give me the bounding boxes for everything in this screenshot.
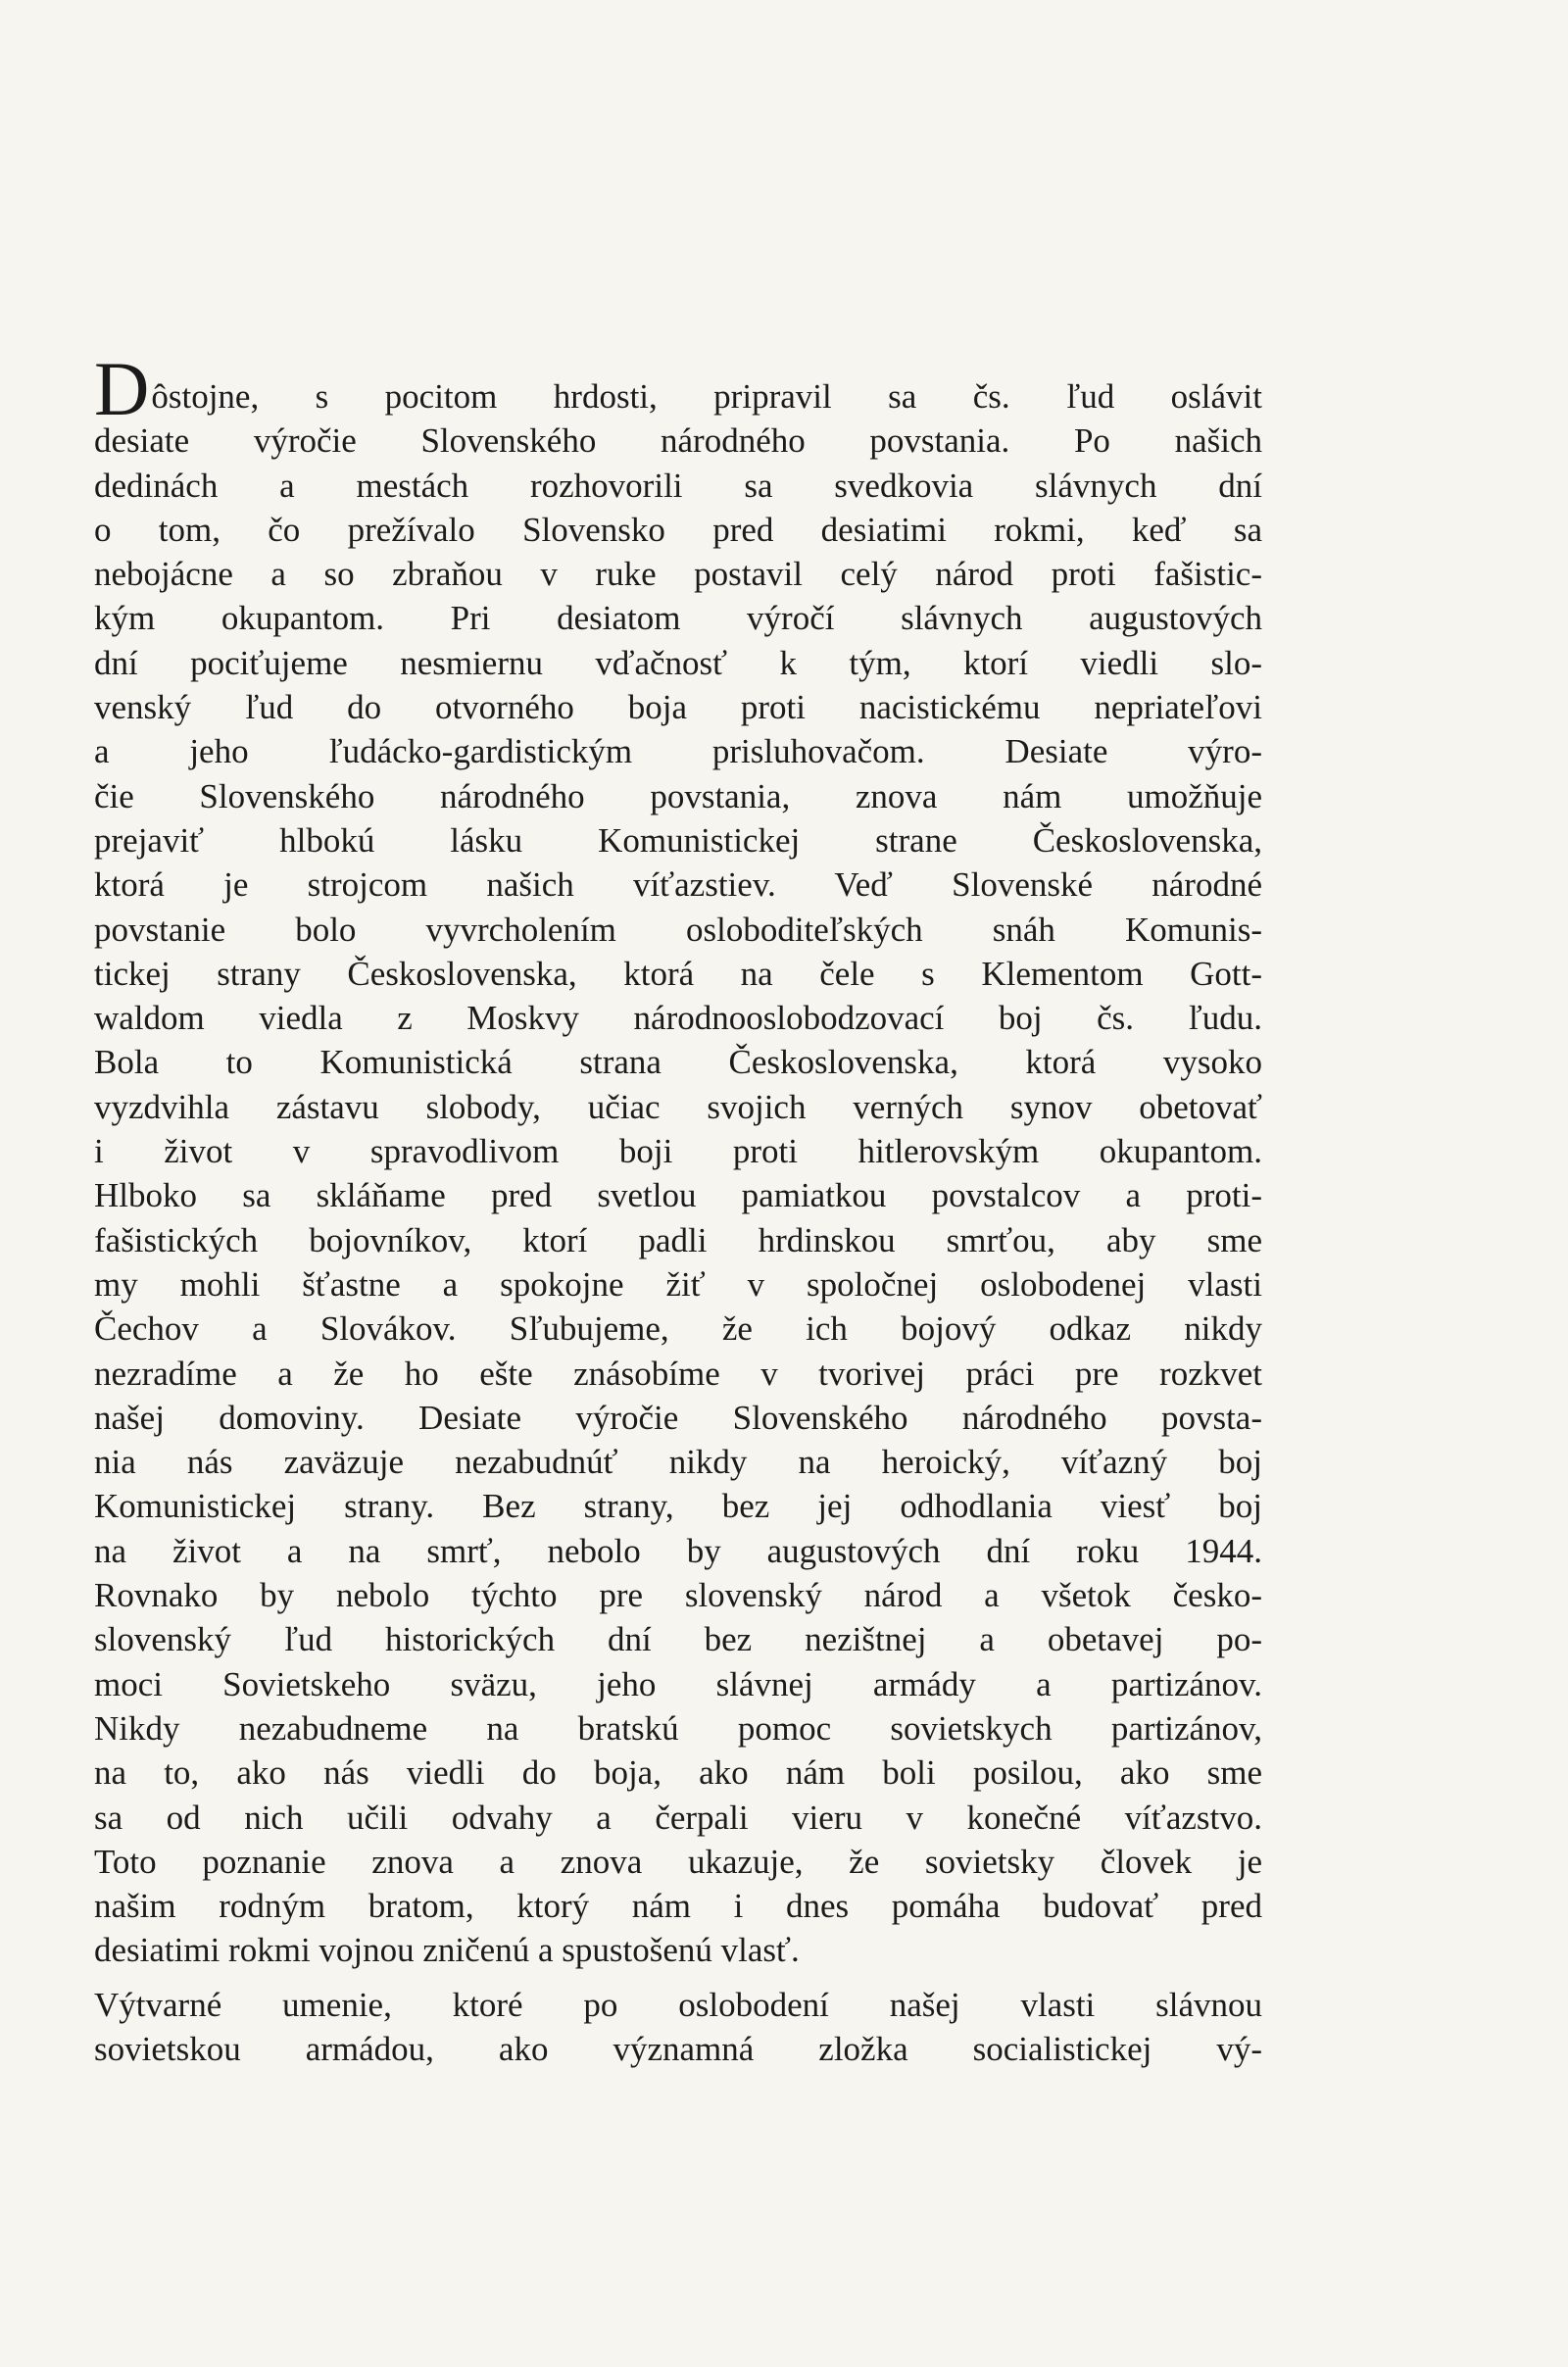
text-line: prejaviť hlbokú lásku Komunistickej strane Československa,: [94, 820, 1262, 860]
drop-cap: D: [94, 346, 150, 432]
paragraph-2: [94, 1983, 1262, 2072]
text-line: i život v spravodlivom boji proti hitlerovským okupantom.: [94, 1132, 1262, 1171]
text-line: na to, ako nás viedli do boja, ako nám boli posilou, ako sme: [94, 1753, 1262, 1793]
text-line: našim rodným bratom, ktorý nám i dnes pomáha budovať pred: [94, 1887, 1262, 1926]
text-line: kým okupantom. Pri desiatom výročí slávnych augustových: [94, 599, 1262, 638]
text-line: nezradíme a že ho ešte znásobíme v tvorivej práci pre rozkvet: [94, 1354, 1262, 1393]
text-line: nia nás zaväzuje nezabudnúť nikdy na heroický, víťazný boj: [94, 1443, 1262, 1482]
text-line: Toto poznanie znova a znova ukazuje, že sovietsky človek je: [94, 1842, 1262, 1881]
text-line: povstanie bolo vyvrcholením osloboditeľských snáh Komunis-: [94, 910, 1262, 949]
text-line: Komunistickej strany. Bez strany, bez jej odhodlania viesť boj: [94, 1487, 1262, 1526]
text-line: sovietskou armádou, ako významná zložka socialistickej vý-: [94, 2029, 1262, 2068]
text-line: tickej strany Československa, ktorá na čele s Klementom Gott-: [94, 954, 1262, 993]
text-line: vyzdvihla zástavu slobody, učiac svojich verných synov obetovať: [94, 1087, 1262, 1126]
text-line: a jeho ľudácko-gardistickým prisluhovačom. Desiate výro-: [94, 732, 1262, 771]
text-line: slovenský ľud historických dní bez nezištnej a obetavej po-: [94, 1620, 1262, 1659]
text-line: dedinách a mestách rozhovorili sa svedkovia slávnych dní: [94, 466, 1262, 505]
text-line: našej domoviny. Desiate výročie Slovenského národného povsta-: [94, 1398, 1262, 1437]
text-line: nebojácne a so zbraňou v ruke postavil celý národ proti fašistic-: [94, 555, 1262, 594]
text-line: sa od nich učili odvahy a čerpali vieru v konečné víťazstvo.: [94, 1798, 1262, 1837]
text-line: moci Sovietskeho sväzu, jeho slávnej armády a partizánov.: [94, 1664, 1262, 1703]
text-line: Hlboko sa skláňame pred svetlou pamiatkou povstalcov a proti-: [94, 1176, 1262, 1215]
text-line: Nikdy nezabudneme na bratskú pomoc sovietskych partizánov,: [94, 1708, 1262, 1748]
text-line: desiatimi rokmi vojnou zničenú a spustošenú vlasť.: [94, 1931, 800, 1970]
paragraph-1: [94, 346, 1262, 1973]
text-line: o tom, čo prežívalo Slovensko pred desiatimi rokmi, keď sa: [94, 510, 1262, 549]
text-line: Výtvarné umenie, ktoré po oslobodení našej vlasti slávnou: [94, 1985, 1262, 2024]
text-line: dní pociťujeme nesmiernu vďačnosť k tým, ktorí viedli slo-: [94, 643, 1262, 682]
text-line: Bola to Komunistická strana Československa, ktorá vysoko: [94, 1043, 1262, 1082]
text-line: venský ľud do otvorného boja proti nacistickému nepriateľovi: [94, 688, 1262, 727]
first-line: [94, 346, 1262, 432]
text-line: my mohli šťastne a spokojne žiť v spoločnej oslobodenej vlasti: [94, 1264, 1262, 1304]
text-line: ktorá je strojcom našich víťazstiev. Veď Slovenské národné: [94, 865, 1262, 905]
text-line: fašistických bojovníkov, ktorí padli hrdinskou smrťou, aby sme: [94, 1220, 1262, 1259]
document-page: [94, 346, 1262, 2071]
text-line: na život a na smrť, nebolo by augustových dní roku 1944.: [94, 1531, 1262, 1570]
text-line: waldom viedla z Moskvy národnooslobodzovací boj čs. ľudu.: [94, 999, 1262, 1038]
text-line: Rovnako by nebolo týchto pre slovenský národ a všetok česko-: [94, 1576, 1262, 1615]
text-line: ôstojne, s pocitom hrdosti, pripravil sa čs. ľud oslávit: [151, 377, 1262, 416]
text-line: Čechov a Slovákov. Sľubujeme, že ich bojový odkaz nikdy: [94, 1309, 1262, 1349]
text-line: čie Slovenského národného povstania, znova nám umožňuje: [94, 776, 1262, 815]
text-line: desiate výročie Slovenského národného povstania. Po našich: [94, 421, 1262, 461]
